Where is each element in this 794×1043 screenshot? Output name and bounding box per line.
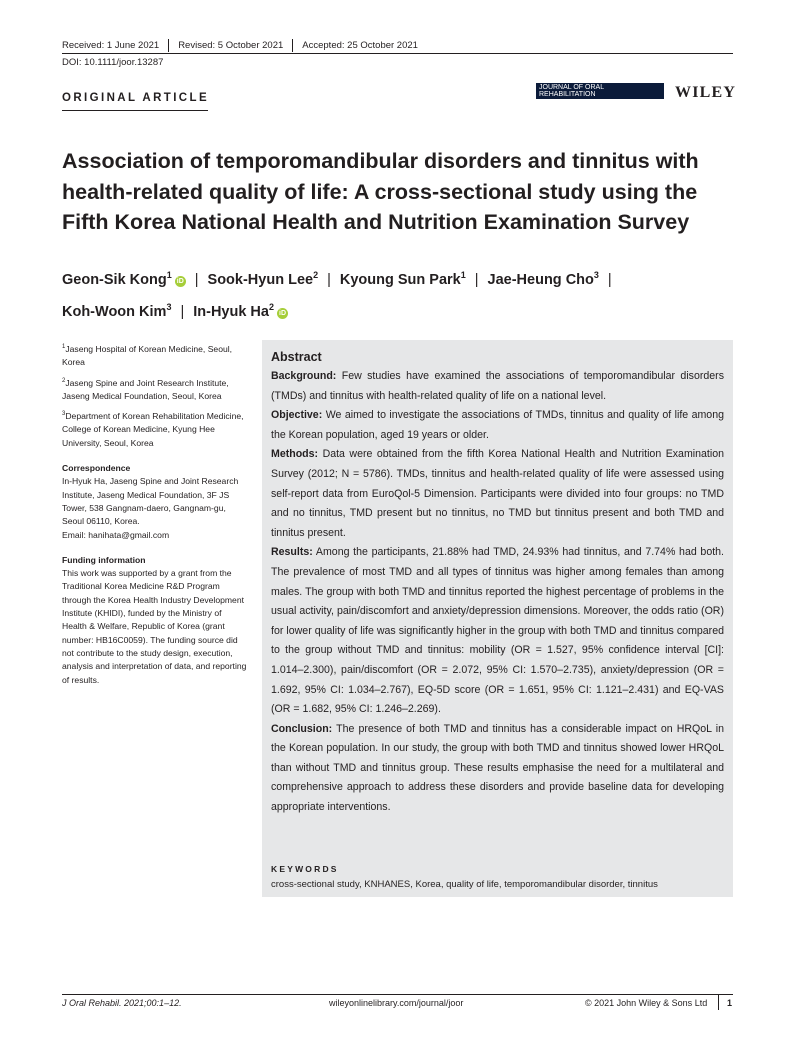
revised-date: Revised: 5 October 2021 — [168, 39, 292, 52]
received-date: Received: 1 June 2021 — [62, 40, 160, 51]
abstract-conclusion: Conclusion: The presence of both TMD and tinnitus has a considerable impact on HRQoL in the Korean population. In our study, the group with both TMD and tinnitus showed lower HRQoL than without TMD and tinnitus group. These results emphasise the need for a multilateral and comprehensive approach to address these disorders and provide baseline data for developing appropriate interventions. — [271, 722, 724, 814]
abstract-content — [271, 349, 724, 818]
author-separator: | — [180, 304, 185, 320]
publisher-logo[interactable]: WILEY — [675, 84, 737, 101]
abstract-box — [262, 340, 733, 897]
accepted-date: Accepted: 25 October 2021 — [292, 39, 427, 52]
journal-logo-line1: JOURNAL OF ORAL — [539, 84, 605, 91]
author-separator: | — [327, 272, 331, 288]
correspondence-heading: Correspondence — [62, 463, 131, 474]
author[interactable]: Kyoung Sun Park$^1$ — [339, 270, 466, 288]
author[interactable]: Geon-Sik Kong$^1$iD — [62, 270, 184, 288]
author[interactable]: Koh-Woon Kim$^3$ — [62, 302, 172, 320]
funding-text: This work was supported by a grant from the Traditional Korea Medicine R&D Program through the Korea Health Industry Development Institute (KHIDI), funded by the Ministry of Health & Welfare, Republic of Korea (grant number: HB16C0059). The funding source did not contribute to the study design, execution, analysis and interpretation of data, and reporting of results. — [62, 568, 247, 685]
journal-logo-line2: REHABILITATION — [539, 91, 596, 98]
author[interactable]: Sook-Hyun Lee$^2$ — [207, 270, 319, 288]
author-separator: | — [607, 272, 612, 288]
affiliation: $^2$Jaseng Spine and Joint Research Institute, Jaseng Medical Foundation, Seoul, Korea — [62, 377, 229, 401]
footer-citation: J Oral Rehabil. 2021;00:1–12. — [62, 998, 182, 1008]
footer-separator — [718, 994, 719, 1010]
abstract-objective: Objective: We aimed to investigate the associations of TMDs, tinnitus and quality of life among the Korean population, aged 19 years or older. — [271, 409, 724, 441]
keywords-list: cross-sectional study, KNHANES, Korea, quality of life, temporomandibular disorder, tinnitus — [271, 879, 658, 890]
article-title: Association of temporomandibular disorders and tinnitus with health-related quality of life: A cross-sectional study using the Fifth Korea National Health and Nutrition Examination Survey — [62, 149, 699, 234]
orcid-icon[interactable]: iD — [279, 310, 286, 317]
journal-logo[interactable] — [536, 83, 664, 99]
keywords-heading: KEYWORDS — [271, 864, 339, 874]
article-type-underline — [62, 110, 208, 111]
doi[interactable]: DOI: 10.1111/joor.13287 — [62, 57, 164, 68]
footer-copyright: © 2021 John Wiley & Sons Ltd — [585, 998, 708, 1008]
header-divider — [62, 53, 733, 54]
author-list — [62, 262, 734, 326]
funding-heading: Funding information — [62, 554, 146, 565]
abstract-results: Results: Among the participants, 21.88% had TMD, 24.93% had tinnitus, and 7.74% had both. The prevalence of most TMD and all types of tinnitus was higher among females than among males. The group with both TMD and tinnitus reported the highest percentage of problems in the usual activity, pain/discomfort and anxiety/depression dimensions. Moreover, the odds ratio (OR) for lower quality of life was significantly higher in the group with both TMD and tinnitus compared to the group without TMD and tinnitus: mobility (OR = 1.527, 95% confidence interval [CI]: 1.014–2.300), pain/discomfort (OR = 2.072, 95% CI: 1.570–2.735), anxiety/depression (OR = 1.692, 95% CI: 1.034–2.767), EQ-5D score (OR = 1.651, 95% CI: 1.121–2.431) and EQ-VAS (OR = 1.682, 95% CI: 1.246–2.269). — [271, 546, 724, 716]
author-separator: | — [474, 272, 479, 288]
correspondence-email[interactable]: Email: hanihata@gmail.com — [62, 529, 170, 540]
correspondence-text: In-Hyuk Ha, Jaseng Spine and Joint Research Institute, Jaseng Medical Foundation, 3F JS Tower, 538 Gangnam-daero, Gangnam-gu, Seoul 06110, Korea. — [62, 476, 239, 527]
abstract-heading: Abstract — [271, 350, 322, 364]
author[interactable]: In-Hyuk Ha$^2$iD — [193, 302, 286, 320]
orcid-icon[interactable]: iD — [176, 278, 184, 285]
article-type: ORIGINAL ARTICLE — [62, 92, 210, 104]
article-dates — [62, 39, 427, 52]
abstract-background: Background: Few studies have examined the associations of temporomandibular disorders (TMDs) and tinnitus with health-related quality of life on a national level. — [271, 370, 724, 402]
author[interactable]: Jae-Heung Cho$^3$ — [487, 270, 599, 288]
abstract-methods: Methods: Data were obtained from the fifth Korea National Health and Nutrition Examination Survey (2012; N = 5786). TMDs, tinnitus and health-related quality of life were assessed using self-report data from EuroQol-5 Dimension. Participants were divided into four groups: no TMD and no tinnitus, TMD present but no tinnitus, no TMD but tinnitus present and both TMD and tinnitus present. — [271, 448, 724, 539]
footer-url[interactable]: wileyonlinelibrary.com/journal/joor — [329, 998, 464, 1008]
affiliation: $^3$Department of Korean Rehabilitation Medicine, College of Korean Medicine, Kyung Hee University, Seoul, Korea — [62, 411, 244, 448]
sidebar-info — [62, 341, 247, 692]
footer-divider — [62, 994, 733, 995]
page-number: 1 — [727, 998, 733, 1008]
affiliation: $^1$Jaseng Hospital of Korean Medicine, Seoul, Korea — [62, 344, 233, 368]
author-separator: | — [194, 272, 199, 288]
